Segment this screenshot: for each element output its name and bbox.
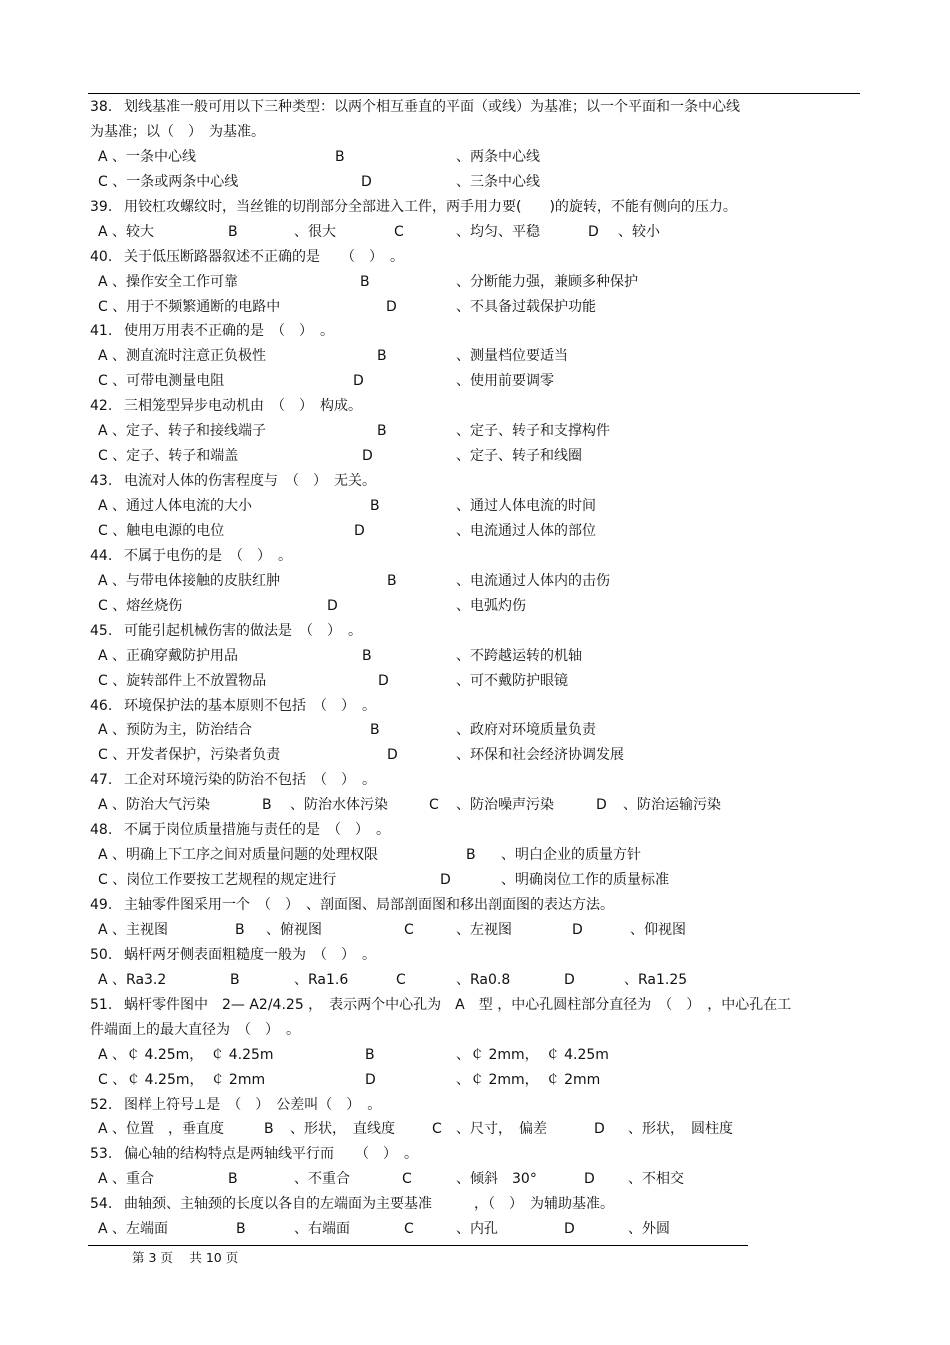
question-stem <box>90 893 860 918</box>
option-text: C 、可带电测量电阻 <box>98 373 225 390</box>
option-text: 、Ra1.25 <box>624 971 688 988</box>
option-text: 、形状， 圆柱度 <box>628 1121 733 1138</box>
option-row <box>90 369 860 394</box>
question-stem <box>90 768 860 793</box>
option-letter: C <box>402 1171 412 1188</box>
option-text: 、可不戴防护眼镜 <box>456 672 568 689</box>
option-text: 、不重合 <box>294 1171 350 1188</box>
option-row <box>90 145 860 170</box>
option-letter: D <box>594 1121 605 1138</box>
option-text: 、仰视图 <box>630 921 686 938</box>
option-text: 、防治噪声污染 <box>456 797 554 814</box>
option-letter: B <box>262 797 272 814</box>
question-stem-continued <box>90 1018 860 1043</box>
option-text: 、不相交 <box>628 1171 684 1188</box>
question-text: 不属于电伤的是 （ ） 。 <box>124 547 292 564</box>
option-row <box>90 718 860 743</box>
question-stem <box>90 319 860 344</box>
question-number: 52. <box>90 1096 113 1113</box>
option-text: C 、一条或两条中心线 <box>98 173 239 190</box>
question-text: 为基准；以（ ） 为基准。 <box>90 123 265 140</box>
option-text: A 、通过人体电流的大小 <box>98 498 253 514</box>
option-letter: B <box>362 647 372 664</box>
question-number: 46. <box>90 697 113 714</box>
option-letter: C <box>429 797 439 814</box>
option-letter: C <box>396 971 406 988</box>
option-letter: D <box>440 872 451 889</box>
option-text: 、使用前要调零 <box>456 373 554 390</box>
option-text: 、不跨越运转的机轴 <box>456 647 582 664</box>
option-letter: B <box>377 423 387 440</box>
question-text: 划线基准一般可用以下三种类型：以两个相互垂直的平面（或线）为基准；以一个平面和一条中心线 <box>124 99 740 115</box>
question-number: 50. <box>90 946 113 963</box>
option-text: 、电流通过人体的部位 <box>456 522 596 539</box>
option-text: 、Ra1.6 <box>294 971 349 988</box>
option-row <box>90 594 860 619</box>
option-text: C 、用于不频繁通断的电路中 <box>98 298 281 315</box>
question-text: 图样上符号⊥是 （ ） 公差叫（ ） 。 <box>124 1096 382 1113</box>
option-row <box>90 494 860 519</box>
question-number: 38. <box>90 99 113 115</box>
question-stem <box>90 943 860 968</box>
option-text: 、分断能力强，兼顾多种保护 <box>456 273 638 290</box>
option-text: A 、预防为主，防治结合 <box>98 722 253 739</box>
option-letter: B <box>264 1121 274 1138</box>
option-text: 、三条中心线 <box>456 173 540 190</box>
question-text: 环境保护法的基本原则不包括 （ ） 。 <box>124 697 376 714</box>
option-text: 、左视图 <box>456 921 512 938</box>
option-row <box>90 793 860 818</box>
option-text: 、均匀、平稳 <box>456 223 540 240</box>
question-number: 45. <box>90 622 113 639</box>
option-text: 、测量档位要适当 <box>456 348 568 365</box>
question-text: 工企对环境污染的防治不包括 （ ） 。 <box>124 772 376 789</box>
question-stem <box>90 544 860 569</box>
question-stem-continued <box>90 120 860 145</box>
question-stem <box>90 1093 860 1118</box>
option-text: A 、Ra3.2 <box>98 971 167 988</box>
option-text: A 、操作安全工作可靠 <box>98 273 239 290</box>
option-text: A 、主视图 <box>98 921 169 938</box>
option-text: 、尺寸， 偏差 <box>456 1121 547 1138</box>
option-row <box>90 1167 860 1192</box>
option-letter: B <box>335 148 345 165</box>
page-footer: 第 3 页 共 10 页 <box>132 1250 239 1265</box>
question-stem <box>90 818 860 843</box>
option-letter: B <box>360 273 370 290</box>
question-text: 用铰杠攻螺纹时，当丝锥的切削部分全部进入工件，两手用力要( )的旋转，不能有侧向的压力。 <box>124 198 737 215</box>
option-letter: C <box>432 1121 442 1138</box>
option-letter: D <box>362 448 373 465</box>
question-stem <box>90 245 860 270</box>
question-number: 41. <box>90 323 113 340</box>
option-text: 、右端面 <box>294 1221 350 1238</box>
question-text: 偏心轴的结构特点是两轴线平行而 （ ） 。 <box>124 1146 418 1163</box>
option-text: 、很大 <box>294 223 336 240</box>
question-stem <box>90 95 860 120</box>
option-text: 、电弧灼伤 <box>456 597 526 614</box>
question-text: 使用万用表不正确的是 （ ） 。 <box>124 323 334 340</box>
question-number: 49. <box>90 897 113 913</box>
question-text: 件端面上的最大直径为 （ ） 。 <box>90 1021 300 1038</box>
option-letter: D <box>596 797 607 814</box>
option-text: 、倾斜 30° <box>456 1171 537 1188</box>
option-row <box>90 170 860 195</box>
question-text: 可能引起机械伤害的做法是 （ ） 。 <box>124 622 362 639</box>
option-letter: B <box>228 223 238 240</box>
question-text: 蜗杆零件图中 2— A2/4.25 ， 表示两个中心孔为 A 型 ，中心孔圆柱部分直径为 （ ） ，中心孔在工 <box>124 996 792 1013</box>
option-text: 、较小 <box>618 223 660 240</box>
option-letter: D <box>564 971 575 988</box>
question-text: 主轴零件图采用一个 （ ） 、剖面图、局部剖面图和移出剖面图的表达方法。 <box>124 897 614 913</box>
question-number: 42. <box>90 398 113 415</box>
option-text: 、通过人体电流的时间 <box>456 498 596 514</box>
question-text: 蜗杆两牙侧表面粗糙度一般为 （ ） 。 <box>124 946 376 963</box>
question-stem <box>90 469 860 494</box>
option-letter: D <box>572 921 583 938</box>
option-row <box>90 968 860 993</box>
option-letter: D <box>365 1071 376 1088</box>
question-number: 48. <box>90 822 113 839</box>
option-row <box>90 843 860 868</box>
option-text: 、定子、转子和支撑构件 <box>456 423 610 440</box>
option-row <box>90 918 860 943</box>
option-text: 、防治水体污染 <box>290 797 388 814</box>
option-letter: B <box>377 348 387 365</box>
option-text: A 、左端面 <box>98 1221 169 1238</box>
question-number: 51. <box>90 996 113 1013</box>
option-letter: D <box>588 223 599 240</box>
option-text: A 、测直流时注意正负极性 <box>98 348 267 365</box>
option-text: 、俯视图 <box>266 921 322 938</box>
option-text: A 、与带电体接触的皮肤红肿 <box>98 572 281 589</box>
option-row <box>90 644 860 669</box>
question-text: 关于低压断路器叙述不正确的是 （ ） 。 <box>124 248 404 265</box>
option-row <box>90 1068 860 1093</box>
option-text: A 、位置 ，垂直度 <box>98 1121 225 1138</box>
question-number: 47. <box>90 772 113 789</box>
option-row <box>90 1043 860 1068</box>
option-row <box>90 344 860 369</box>
option-text: A 、￠ 4.25m， ￠ 4.25m <box>98 1046 274 1063</box>
question-stem <box>90 694 860 719</box>
option-text: 、两条中心线 <box>456 148 540 165</box>
option-text: 、内孔 <box>456 1221 498 1238</box>
question-text: 三相笼型异步电动机由 （ ） 构成。 <box>124 398 362 415</box>
option-letter: D <box>353 373 364 390</box>
question-text: 不属于岗位质量措施与责任的是 （ ） 。 <box>124 822 390 839</box>
footer-rule <box>88 1245 748 1246</box>
option-row <box>90 868 860 893</box>
question-stem <box>90 1142 860 1167</box>
question-stem <box>90 394 860 419</box>
option-row <box>90 1217 860 1242</box>
option-text: C 、岗位工作要按工艺规程的规定进行 <box>98 872 337 889</box>
option-text: 、Ra0.8 <box>456 971 511 988</box>
option-text: A 、定子、转子和接线端子 <box>98 423 267 440</box>
option-text: C 、旋转部件上不放置物品 <box>98 672 267 689</box>
option-letter: B <box>236 1221 246 1238</box>
option-row <box>90 569 860 594</box>
option-letter: D <box>584 1171 595 1188</box>
option-letter: C <box>394 223 404 240</box>
option-text: 、明白企业的质量方针 <box>501 847 641 864</box>
option-letter: B <box>230 971 240 988</box>
option-text: A 、正确穿戴防护用品 <box>98 647 239 664</box>
question-stem <box>90 195 860 220</box>
option-letter: D <box>386 298 397 315</box>
option-text: A 、一条中心线 <box>98 148 197 165</box>
question-number: 53. <box>90 1146 113 1163</box>
option-letter: B <box>228 1171 238 1188</box>
option-text: 、￠ 2mm， ￠ 4.25m <box>456 1046 609 1063</box>
option-row <box>90 669 860 694</box>
option-text: A 、防治大气污染 <box>98 797 211 814</box>
option-text: 、外圆 <box>628 1221 670 1238</box>
option-text: A 、重合 <box>98 1171 155 1188</box>
option-letter: D <box>387 747 398 764</box>
option-text: C 、￠ 4.25m， ￠ 2mm <box>98 1071 266 1088</box>
question-number: 54. <box>90 1196 113 1213</box>
option-letter: B <box>370 722 380 739</box>
question-text: 曲轴颈、主轴颈的长度以各自的左端面为主要基准 ，（ ） 为辅助基准。 <box>124 1196 614 1213</box>
option-text: 、不具备过载保护功能 <box>456 298 596 315</box>
option-text: 、政府对环境质量负责 <box>456 722 596 739</box>
option-row <box>90 519 860 544</box>
option-letter: D <box>378 672 389 689</box>
question-number: 40. <box>90 248 113 265</box>
option-letter: D <box>327 597 338 614</box>
question-stem <box>90 619 860 644</box>
option-text: A 、明确上下工序之间对质量问题的处理权限 <box>98 847 379 864</box>
question-list <box>90 95 860 1242</box>
option-letter: B <box>235 921 245 938</box>
question-stem <box>90 993 860 1018</box>
option-text: 、防治运输污染 <box>623 797 721 814</box>
option-letter: C <box>404 1221 414 1238</box>
option-letter: B <box>365 1046 375 1063</box>
option-row <box>90 1117 860 1142</box>
option-row <box>90 220 860 245</box>
option-text: 、￠ 2mm， ￠ 2mm <box>456 1071 601 1088</box>
question-number: 39. <box>90 198 113 215</box>
option-text: C 、熔丝烧伤 <box>98 597 183 614</box>
header-rule <box>88 93 860 94</box>
option-text: A 、较大 <box>98 223 155 240</box>
option-letter: D <box>361 173 372 190</box>
option-row <box>90 270 860 295</box>
question-text: 电流对人体的伤害程度与 （ ） 无关。 <box>124 473 376 490</box>
option-row <box>90 743 860 768</box>
option-text: 、环保和社会经济协调发展 <box>456 747 624 764</box>
option-letter: D <box>564 1221 575 1238</box>
option-text: C 、开发者保护，污染者负责 <box>98 747 281 764</box>
option-letter: B <box>370 498 380 514</box>
question-number: 43. <box>90 473 113 490</box>
question-stem <box>90 1192 860 1217</box>
question-number: 44. <box>90 547 113 564</box>
option-row <box>90 295 860 320</box>
option-text: C 、触电电源的电位 <box>98 522 225 539</box>
option-row <box>90 419 860 444</box>
option-letter: B <box>466 847 476 864</box>
option-text: 、形状， 直线度 <box>290 1121 395 1138</box>
option-text: C 、定子、转子和端盖 <box>98 448 239 465</box>
option-row <box>90 444 860 469</box>
option-text: 、定子、转子和线圈 <box>456 448 582 465</box>
option-text: 、电流通过人体内的击伤 <box>456 572 610 589</box>
option-letter: D <box>354 522 365 539</box>
option-letter: C <box>404 921 414 938</box>
option-letter: B <box>387 572 397 589</box>
option-text: 、明确岗位工作的质量标准 <box>501 872 669 889</box>
